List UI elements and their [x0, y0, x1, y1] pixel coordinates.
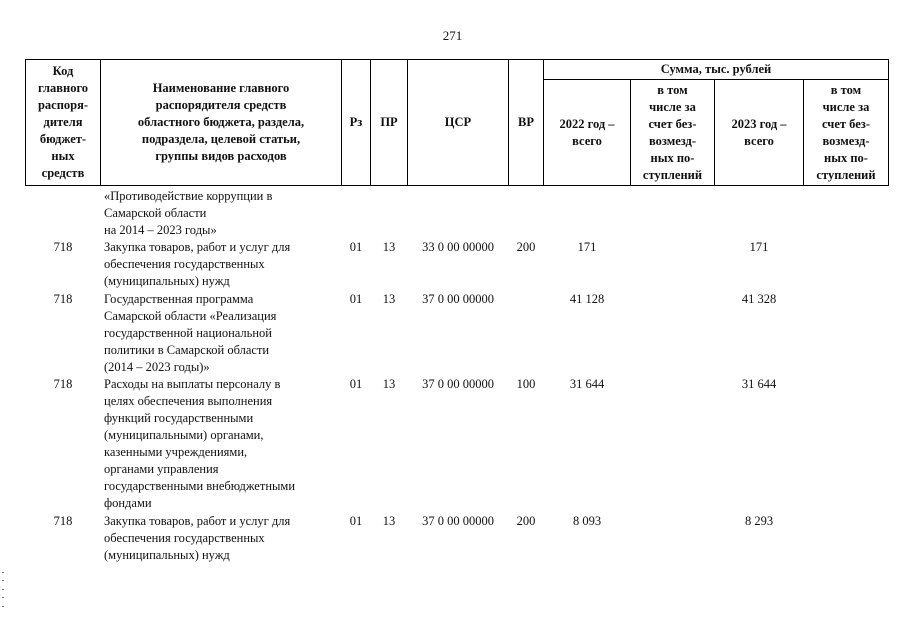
row-csr: 37 0 00 00000	[422, 514, 494, 528]
continuation-text: «Противодействие коррупции в Самарской области на 2014 – 2023 годы»	[104, 189, 273, 237]
header-2022-total: 2022 год – всего	[543, 79, 631, 186]
header-pr: ПР	[370, 59, 408, 186]
row-csr: 37 0 00 00000	[422, 377, 494, 391]
page-number: 271	[442, 28, 463, 43]
row-2022-total: 8 093	[572, 514, 602, 528]
row-rz: 01	[349, 377, 363, 391]
row-pr: 13	[382, 292, 396, 306]
row-2023-total: 171	[749, 240, 769, 254]
row-name: Государственная программа Самарской области «Реализация государственной национальной политики в Самарской области (2014 – 2023 годы)»	[104, 292, 277, 374]
row-2023-total: 8 293	[744, 514, 774, 528]
row-name: Закупка товаров, работ и услуг для обеспечения государственных (муниципальных) нужд	[104, 240, 291, 288]
row-csr: 37 0 00 00000	[422, 292, 494, 306]
header-2023-free: в том числе за счет без- возмезд- ных по- ступлений	[803, 79, 889, 186]
header-csr: ЦСР	[407, 59, 509, 186]
header-code: Код главного распоря- дителя бюджет- ных средств	[25, 59, 101, 186]
row-pr: 13	[382, 514, 396, 528]
row-rz: 01	[349, 292, 363, 306]
header-rz: Рз	[341, 59, 371, 186]
row-name: Закупка товаров, работ и услуг для обеспечения государственных (муниципальных) нужд	[104, 514, 291, 562]
header-2023-total: 2023 год – всего	[714, 79, 804, 186]
row-2022-total: 171	[577, 240, 597, 254]
row-code: 718	[53, 514, 73, 528]
row-name: Расходы на выплаты персоналу в целях обеспечения выполнения функций государственными (муниципальными) органами, казенными учреждениями, органами управления государственными внебюджетными фондами	[104, 377, 296, 510]
header-2022-free: в том числе за счет без- возмезд- ных по- ступлений	[630, 79, 715, 186]
row-2022-total: 41 128	[569, 292, 605, 306]
header-vr: ВР	[508, 59, 544, 186]
row-vr: 100	[516, 377, 536, 391]
row-2022-total: 31 644	[569, 377, 605, 391]
row-csr: 33 0 00 00000	[422, 240, 494, 254]
row-code: 718	[53, 292, 73, 306]
row-code: 718	[53, 377, 73, 391]
row-2023-total: 31 644	[741, 377, 777, 391]
header-name: Наименование главного распорядителя средств областного бюджета, раздела, подраздела, целевой статьи, группы видов расходов	[100, 59, 342, 186]
row-pr: 13	[382, 377, 396, 391]
row-code: 718	[53, 240, 73, 254]
row-rz: 01	[349, 240, 363, 254]
row-2023-total: 41 328	[741, 292, 777, 306]
row-vr: 200	[516, 240, 536, 254]
header-sum: Сумма, тыс. рублей	[543, 59, 889, 80]
row-vr: 200	[516, 514, 536, 528]
row-pr: 13	[382, 240, 396, 254]
row-rz: 01	[349, 514, 363, 528]
